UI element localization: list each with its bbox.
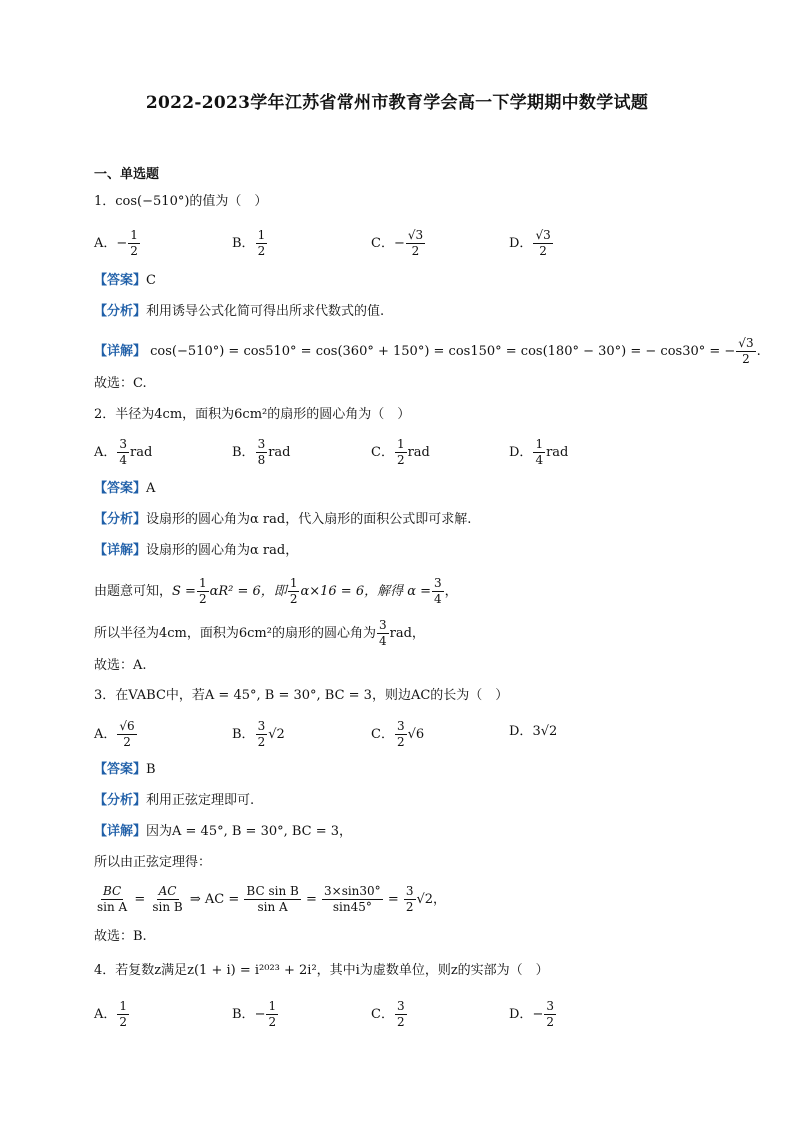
option-fraction <box>256 228 268 259</box>
answer-tag: 【答案】 <box>94 762 147 777</box>
implies-expression: ⇒ AC = <box>189 892 240 907</box>
option-fraction <box>256 437 268 468</box>
q1-option-c <box>371 228 426 259</box>
q3-detail-2: 所以由正弦定理得： <box>94 855 212 870</box>
q3-detail-3: $\frac{BC}{\text{sin A}}$ = $\frac{AC}{\text{sin B}}$ ⇒ AC = $\frac{\text{BC sin B}}{\text{sin A}}$ = $\frac{3\times\sin 30^\circ}{\sin 45^\circ}$ = $\frac{3}{2}$ √2， <box>97 884 447 914</box>
sine-law-fraction <box>244 884 300 915</box>
fraction-numerator: BC sin B <box>246 884 299 898</box>
fraction-denominator: 2 <box>396 453 405 467</box>
fraction-numerator: 1 <box>289 576 298 590</box>
page-title: 2022-2023学年江苏省常州市教育学会高一下学期期中数学试题 <box>145 93 649 113</box>
q3-choice: 故选：B. <box>94 929 147 944</box>
detail-tag: 【详解】 <box>94 543 147 558</box>
answer-value: B <box>146 762 156 777</box>
fraction-numerator: AC <box>158 884 177 898</box>
fraction-numerator: BC <box>102 884 122 898</box>
option-letter: D． <box>509 724 533 739</box>
fraction-numerator: √3 <box>407 228 424 242</box>
fraction-denominator: 2 <box>411 244 420 258</box>
fraction-numerator: 3 <box>396 999 405 1013</box>
fraction-denominator: 8 <box>257 453 266 467</box>
math-expression: S = <box>172 584 196 599</box>
fraction-numerator: 3 <box>434 576 442 590</box>
q2-detail-1 <box>94 541 298 561</box>
q1-analysis <box>94 302 384 322</box>
fraction-numerator: 3 <box>396 719 405 733</box>
q1-choice: 故选：C. <box>94 376 147 391</box>
fraction-numerator: 1 <box>535 437 544 451</box>
option-fraction <box>266 999 278 1030</box>
fraction-denominator: sin A <box>257 900 288 914</box>
detail-fraction <box>432 576 444 607</box>
detail-fraction <box>288 576 300 607</box>
option-fraction <box>117 999 129 1030</box>
section-heading: 一、单选题 <box>94 167 160 182</box>
q1-option-a <box>94 228 141 259</box>
fraction-numerator: 1 <box>257 228 266 242</box>
option-letter: C． <box>371 445 394 460</box>
fraction-denominator: sin B <box>152 900 183 914</box>
option-letter: B． <box>232 1007 255 1022</box>
q2-option-a <box>94 437 152 468</box>
fraction-denominator: sin A <box>97 900 128 914</box>
option-letter: D． <box>509 1007 533 1022</box>
q1-detail <box>94 336 761 367</box>
fraction-denominator: 2 <box>257 735 266 749</box>
math-expression: α×16 = 6，解得 α = <box>300 584 432 599</box>
fraction-denominator: 2 <box>198 592 207 606</box>
detail-text: ， <box>444 584 458 599</box>
fraction-denominator: 2 <box>268 1015 277 1029</box>
sine-law-fraction <box>322 884 383 915</box>
fraction-numerator: 1 <box>198 576 207 590</box>
fraction-denominator: 2 <box>123 735 131 749</box>
detail-tag: 【详解】 <box>94 824 147 839</box>
question-1-stem <box>94 192 267 212</box>
fraction-numerator: √3 <box>535 228 551 242</box>
question-text: 半径为4cm，面积为6cm²的扇形的圆心角为（ ） <box>115 407 411 422</box>
math-expression: cos(−510°) <box>115 194 190 209</box>
option-sign: − <box>393 236 405 251</box>
question-2-stem <box>94 405 410 425</box>
q4-option-a <box>94 999 130 1030</box>
fraction-denominator: 4 <box>535 453 544 467</box>
fraction-denominator: 4 <box>119 453 128 467</box>
question-4-stem <box>94 961 549 981</box>
analysis-tag: 【分析】 <box>94 793 147 808</box>
sine-law-fraction <box>150 884 184 915</box>
option-fraction <box>533 437 545 468</box>
fraction-denominator: 4 <box>378 634 387 648</box>
option-fraction <box>117 437 129 468</box>
option-fraction <box>395 999 407 1030</box>
q2-option-c <box>371 437 430 468</box>
analysis-tag: 【分析】 <box>94 304 147 319</box>
fraction-numerator: √3 <box>738 336 754 350</box>
fraction-denominator: 2 <box>405 900 414 914</box>
sine-law-fraction <box>95 884 129 915</box>
option-letter: C． <box>371 727 394 742</box>
option-unit: rad <box>268 445 291 460</box>
question-number: 2． <box>94 407 116 422</box>
option-radical: √6 <box>407 727 425 742</box>
option-sign: − <box>116 236 128 251</box>
question-text: 的值为（ ） <box>189 194 268 209</box>
fraction-denominator: 2 <box>130 244 138 258</box>
analysis-text: 利用诱导公式化简可得出所求代数式的值. <box>146 304 385 319</box>
q2-detail-2 <box>94 576 458 607</box>
option-letter: D． <box>509 236 533 251</box>
option-letter: C． <box>371 236 394 251</box>
option-letter: B． <box>232 727 255 742</box>
q2-option-b <box>232 437 291 468</box>
fraction-numerator: 3 <box>378 618 387 632</box>
q3-option-c <box>371 719 424 750</box>
option-sign: − <box>254 1007 266 1022</box>
option-fraction <box>406 228 425 259</box>
option-sign: − <box>532 1007 544 1022</box>
analysis-text: 设扇形的圆心角为α rad，代入扇形的面积公式即可求解. <box>146 512 472 527</box>
option-letter: B． <box>232 236 255 251</box>
detail-text: 所以半径为4cm，面积为6cm²的扇形的圆心角为 <box>94 626 376 641</box>
detail-expression: cos(−510°) = cos510° = cos(360° + 150°) = cos150° = cos(180° − 30°) = − cos30° = − <box>150 344 736 359</box>
option-radical: √2 <box>268 727 285 742</box>
fraction-numerator: 3 <box>405 884 414 898</box>
detail-tag: 【详解】 <box>94 344 147 359</box>
option-fraction <box>533 228 552 259</box>
q3-option-a <box>94 719 138 750</box>
q2-option-d <box>509 437 568 468</box>
option-letter: A． <box>94 445 117 460</box>
answer-tag: 【答案】 <box>94 481 147 496</box>
fraction-denominator: 2 <box>119 1015 128 1029</box>
fraction-denominator: 4 <box>434 592 442 606</box>
fraction-numerator: 1 <box>119 999 128 1013</box>
question-number: 3． <box>94 688 116 703</box>
option-fraction <box>117 719 136 750</box>
fraction-numerator: 1 <box>130 228 138 242</box>
fraction-denominator: sin45° <box>332 900 372 914</box>
question-3-stem <box>94 686 508 706</box>
sine-law-fraction <box>404 884 416 915</box>
detail-fraction <box>736 336 755 367</box>
q3-detail-1 <box>94 822 352 842</box>
analysis-tag: 【分析】 <box>94 512 147 527</box>
q4-option-c <box>371 999 408 1030</box>
fraction-numerator: 1 <box>396 437 405 451</box>
option-letter: A． <box>94 727 117 742</box>
fraction-denominator: 2 <box>396 735 405 749</box>
fraction-denominator: 2 <box>539 244 547 258</box>
option-letter: A． <box>94 1007 117 1022</box>
q1-answer <box>94 271 156 291</box>
fraction-numerator: √6 <box>119 719 135 733</box>
option-fraction <box>395 719 407 750</box>
question-number: 4． <box>94 963 116 978</box>
option-letter: C． <box>371 1007 394 1022</box>
detail-text: 因为A = 45°, B = 30°, BC = 3， <box>146 824 353 839</box>
question-text: 在VABC中，若A = 45°, B = 30°, BC = 3，则边AC的长为（ ） <box>115 688 509 703</box>
detail-text: rad， <box>389 626 425 641</box>
detail-end: √2， <box>416 892 447 907</box>
fraction-denominator: 2 <box>257 244 266 258</box>
math-expression: αR² = 6，即 <box>209 584 287 599</box>
q2-choice: 故选：A. <box>94 658 147 673</box>
q3-option-b <box>232 719 285 750</box>
detail-text: 由题意可知， <box>94 584 173 599</box>
fraction-denominator: 2 <box>396 1015 405 1029</box>
q3-option-d <box>509 722 557 742</box>
detail-fraction <box>377 618 389 649</box>
question-number: 1． <box>94 194 116 209</box>
fraction-numerator: 3 <box>257 437 266 451</box>
option-unit: rad <box>130 445 153 460</box>
fraction-numerator: 3 <box>119 437 128 451</box>
detail-end: . <box>756 344 761 359</box>
fraction-denominator: 2 <box>289 592 298 606</box>
question-text: 若复数z满足z(1 + i) = i²⁰²³ + 2i²，其中i为虚数单位，则z的实部为（ ） <box>115 963 549 978</box>
option-unit: rad <box>546 445 569 460</box>
option-letter: A． <box>94 236 117 251</box>
fraction-numerator: 1 <box>268 999 277 1013</box>
option-fraction <box>395 437 407 468</box>
q3-answer <box>94 760 156 780</box>
q3-analysis <box>94 791 254 811</box>
answer-tag: 【答案】 <box>94 273 147 288</box>
analysis-text: 利用正弦定理即可. <box>146 793 255 808</box>
option-unit: rad <box>407 445 430 460</box>
q2-answer <box>94 479 155 499</box>
option-fraction <box>128 228 140 259</box>
q4-option-b <box>232 999 279 1030</box>
detail-fraction <box>197 576 209 607</box>
q2-analysis <box>94 510 471 530</box>
q4-option-d <box>509 999 557 1030</box>
option-letter: B． <box>232 445 255 460</box>
q1-option-b <box>232 228 268 259</box>
option-letter: D． <box>509 445 533 460</box>
fraction-numerator: 3×sin30° <box>324 884 381 898</box>
option-fraction <box>544 999 556 1030</box>
option-fraction <box>256 719 268 750</box>
fraction-denominator: 2 <box>546 1015 554 1029</box>
answer-value: C <box>146 273 156 288</box>
fraction-numerator: 3 <box>257 719 266 733</box>
option-value: 3√2 <box>532 724 558 739</box>
answer-value: A <box>146 481 156 496</box>
detail-text: 设扇形的圆心角为α rad， <box>146 543 299 558</box>
q2-detail-3 <box>94 618 425 649</box>
q1-option-d <box>509 228 554 259</box>
fraction-denominator: 2 <box>742 352 750 366</box>
fraction-numerator: 3 <box>546 999 554 1013</box>
